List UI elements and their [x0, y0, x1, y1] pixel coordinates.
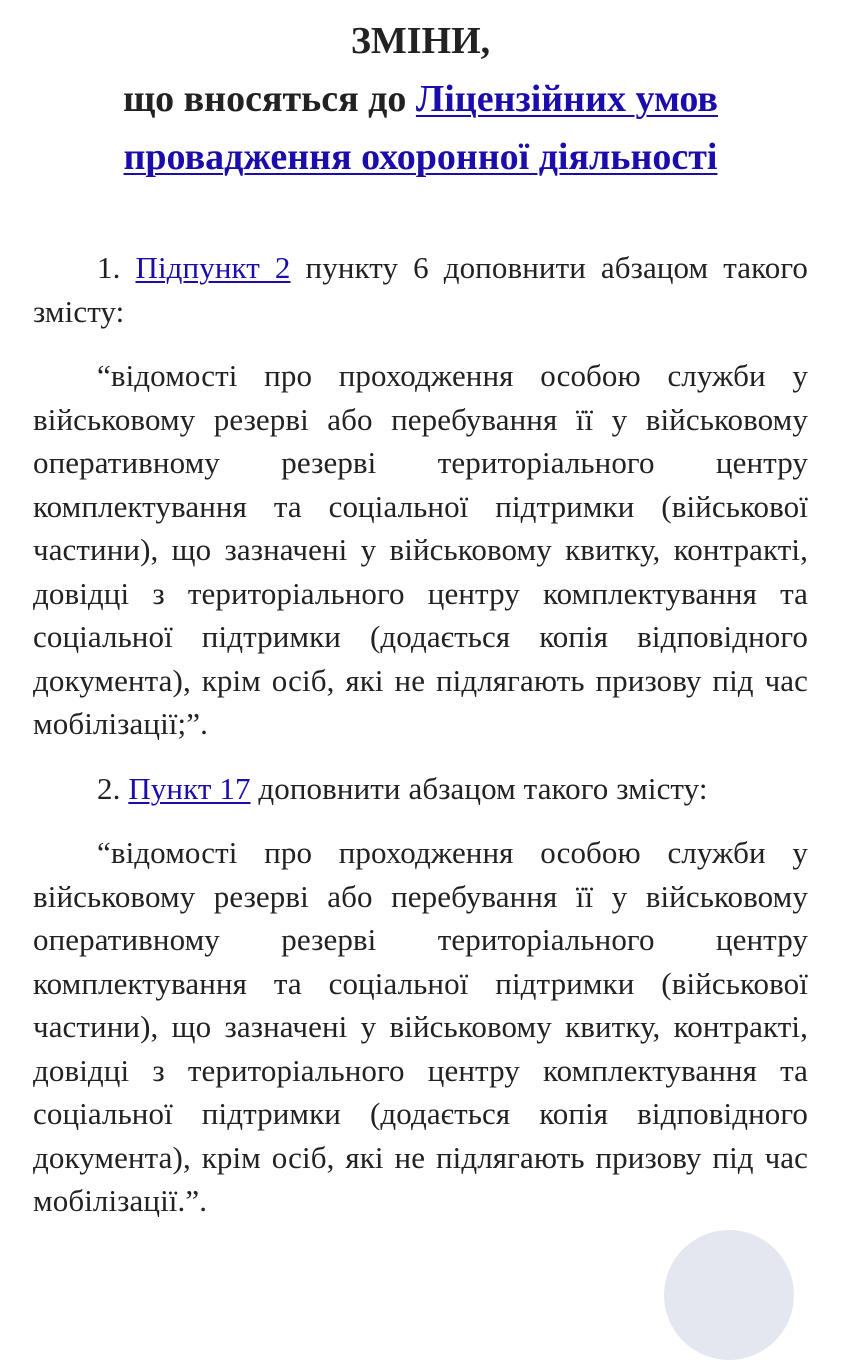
floating-action-button[interactable] — [664, 1230, 794, 1360]
title-main: ЗМІНИ, — [350, 20, 491, 62]
document-title — [33, 0, 808, 186]
amendment-quote-1: “відомості про проходження особою служби у військовому резерві або перебування її у військовому оперативному резерві територіального центру комплектування та соціальної підтримки (військової частини), що зазначені у військовому квитку, контракті, довідці з територіального центру комплектування та соціальної підтримки (додається копія відповідного документа), крім осіб, які не підлягають призову під час мобілізації;”. — [33, 358, 808, 741]
licensing-conditions-link[interactable]: Ліцензійних умов провадження охоронної діяльності — [123, 78, 718, 178]
amendment-item-2 — [33, 767, 808, 811]
title-sub-prefix: що вносяться до — [123, 78, 416, 120]
amendment-item-1 — [33, 246, 808, 333]
item-text: доповнити абзацом такого змісту: — [250, 770, 708, 806]
title-subtitle — [101, 70, 741, 186]
subpoint-2-link[interactable]: Підпункт 2 — [135, 250, 291, 285]
amendment-quote-2: “відомості про проходження особою служби у військовому резерві або перебування її у військовому оперативному резерві територіального центру комплектування та соціальної підтримки (військової частини), що зазначені у військовому квитку, контракті, довідці з територіального центру комплектування та соціальної підтримки (додається копія відповідного документа), крім осіб, які не підлягають призову під час мобілізації.”. — [33, 835, 808, 1218]
document-body — [33, 246, 808, 1223]
point-17-link[interactable]: Пункт 17 — [128, 770, 251, 806]
item-number: 1. — [97, 250, 121, 285]
item-text: пункту 6 доповнити абзацом такого змісту: — [33, 250, 808, 329]
item-number: 2. — [97, 770, 121, 806]
